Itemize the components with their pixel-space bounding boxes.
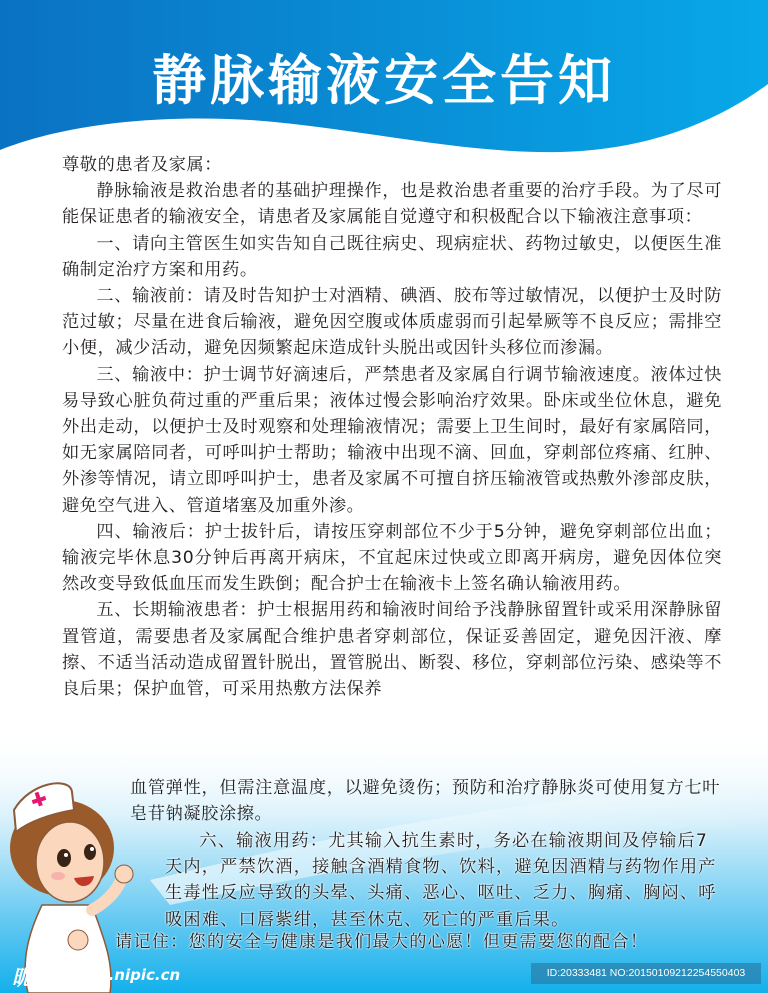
section-five: 五、长期输液患者：护士根据用药和输液时间给予浅静脉留置针或采用深静脉留置管道，需要患者及家属配合维护患者穿刺部位，保证妥善固定，避免因汗液、摩擦、不适当活动造成留置针脱出，置管脱出、断裂、移位，穿刺部位污染、感染等不良后果；保护血管，可采用热敷方法保养 — [62, 600, 722, 700]
watermark-id-badge: ID:20333481 NO:20150109212254550403 — [531, 963, 761, 984]
section-five-continued: 血管弹性，但需注意温度，以避免烫伤；预防和治疗静脉炎可使用复方七叶皂苷钠凝胶涂擦。 — [130, 778, 720, 825]
watermark-logo: 昵享网 — [12, 966, 78, 990]
watermark-url: www.nipic.cn — [68, 966, 181, 984]
reminder-text: 请记住：您的安全与健康是我们最大的心愿！但更需要您的配合！ — [115, 932, 649, 952]
page-title: 静脉输液安全告知 — [152, 49, 616, 112]
notice-body — [62, 152, 722, 702]
section-two: 二、输液前：请及时告知护士对酒精、碘酒、胶布等过敏情况，以便护士及时防范过敏；尽量在进食后输液，避免因空腹或体质虚弱而引起晕厥等不良反应；需排空小便，减少活动，避免因频繁起床造成针头脱出或因针头移位而渗漏。 — [62, 286, 722, 359]
salutation: 尊敬的患者及家属： — [62, 155, 223, 175]
nurse-illustration-icon — [0, 770, 165, 993]
section-three: 三、输液中：护士调节好滴速后，严禁患者及家属自行调节输液速度。液体过快易导致心脏负荷过重的严重后果；液体过慢会影响治疗效果。卧床或坐位休息，避免外出走动，以便护士及时观察和处理输液情况；需要上卫生间时，最好有家属陪同，如无家属陪同者，可呼叫护士帮助；输液中出现不滴、回血，穿刺部位疼痛、红肿、外渗等情况，请立即呼叫护士，患者及家属不可擅自挤压输液管或热敷外渗部皮肤，避免空气进入、管道堵塞及加重外渗。 — [62, 364, 722, 516]
section-six — [165, 828, 725, 933]
section-six-text: 六、输液用药：尤其输入抗生素时，务必在输液期间及停输后7天内，严禁饮酒，接触含酒精食物、饮料，避免因酒精与药物作用产生毒性反应导致的头晕、头痛、恶心、呕吐、乏力、胸痛、胸闷、呼吸困难、口唇紫绀，甚至休克、死亡的严重后果。 — [165, 831, 717, 930]
section-four: 四、输液后：护士拔针后，请按压穿刺部位不少于5分钟，避免穿刺部位出血；输液完毕休息30分钟后再离开病床，不宜起床过快或立即离开病房，避免因体位突然改变导致低血压而发生跌倒；配合护士在输液卡上签名确认输液用药。 — [62, 521, 722, 595]
intro-paragraph: 静脉输液是救治患者的基础护理操作，也是救治患者重要的治疗手段。为了尽可能保证患者的输液安全，请患者及家属能自觉遵守和积极配合以下输液注意事项： — [62, 181, 722, 228]
section-one: 一、请向主管医生如实告知自己既往病史、现病症状、药物过敏史，以便医生准确制定治疗方案和用药。 — [62, 233, 722, 280]
